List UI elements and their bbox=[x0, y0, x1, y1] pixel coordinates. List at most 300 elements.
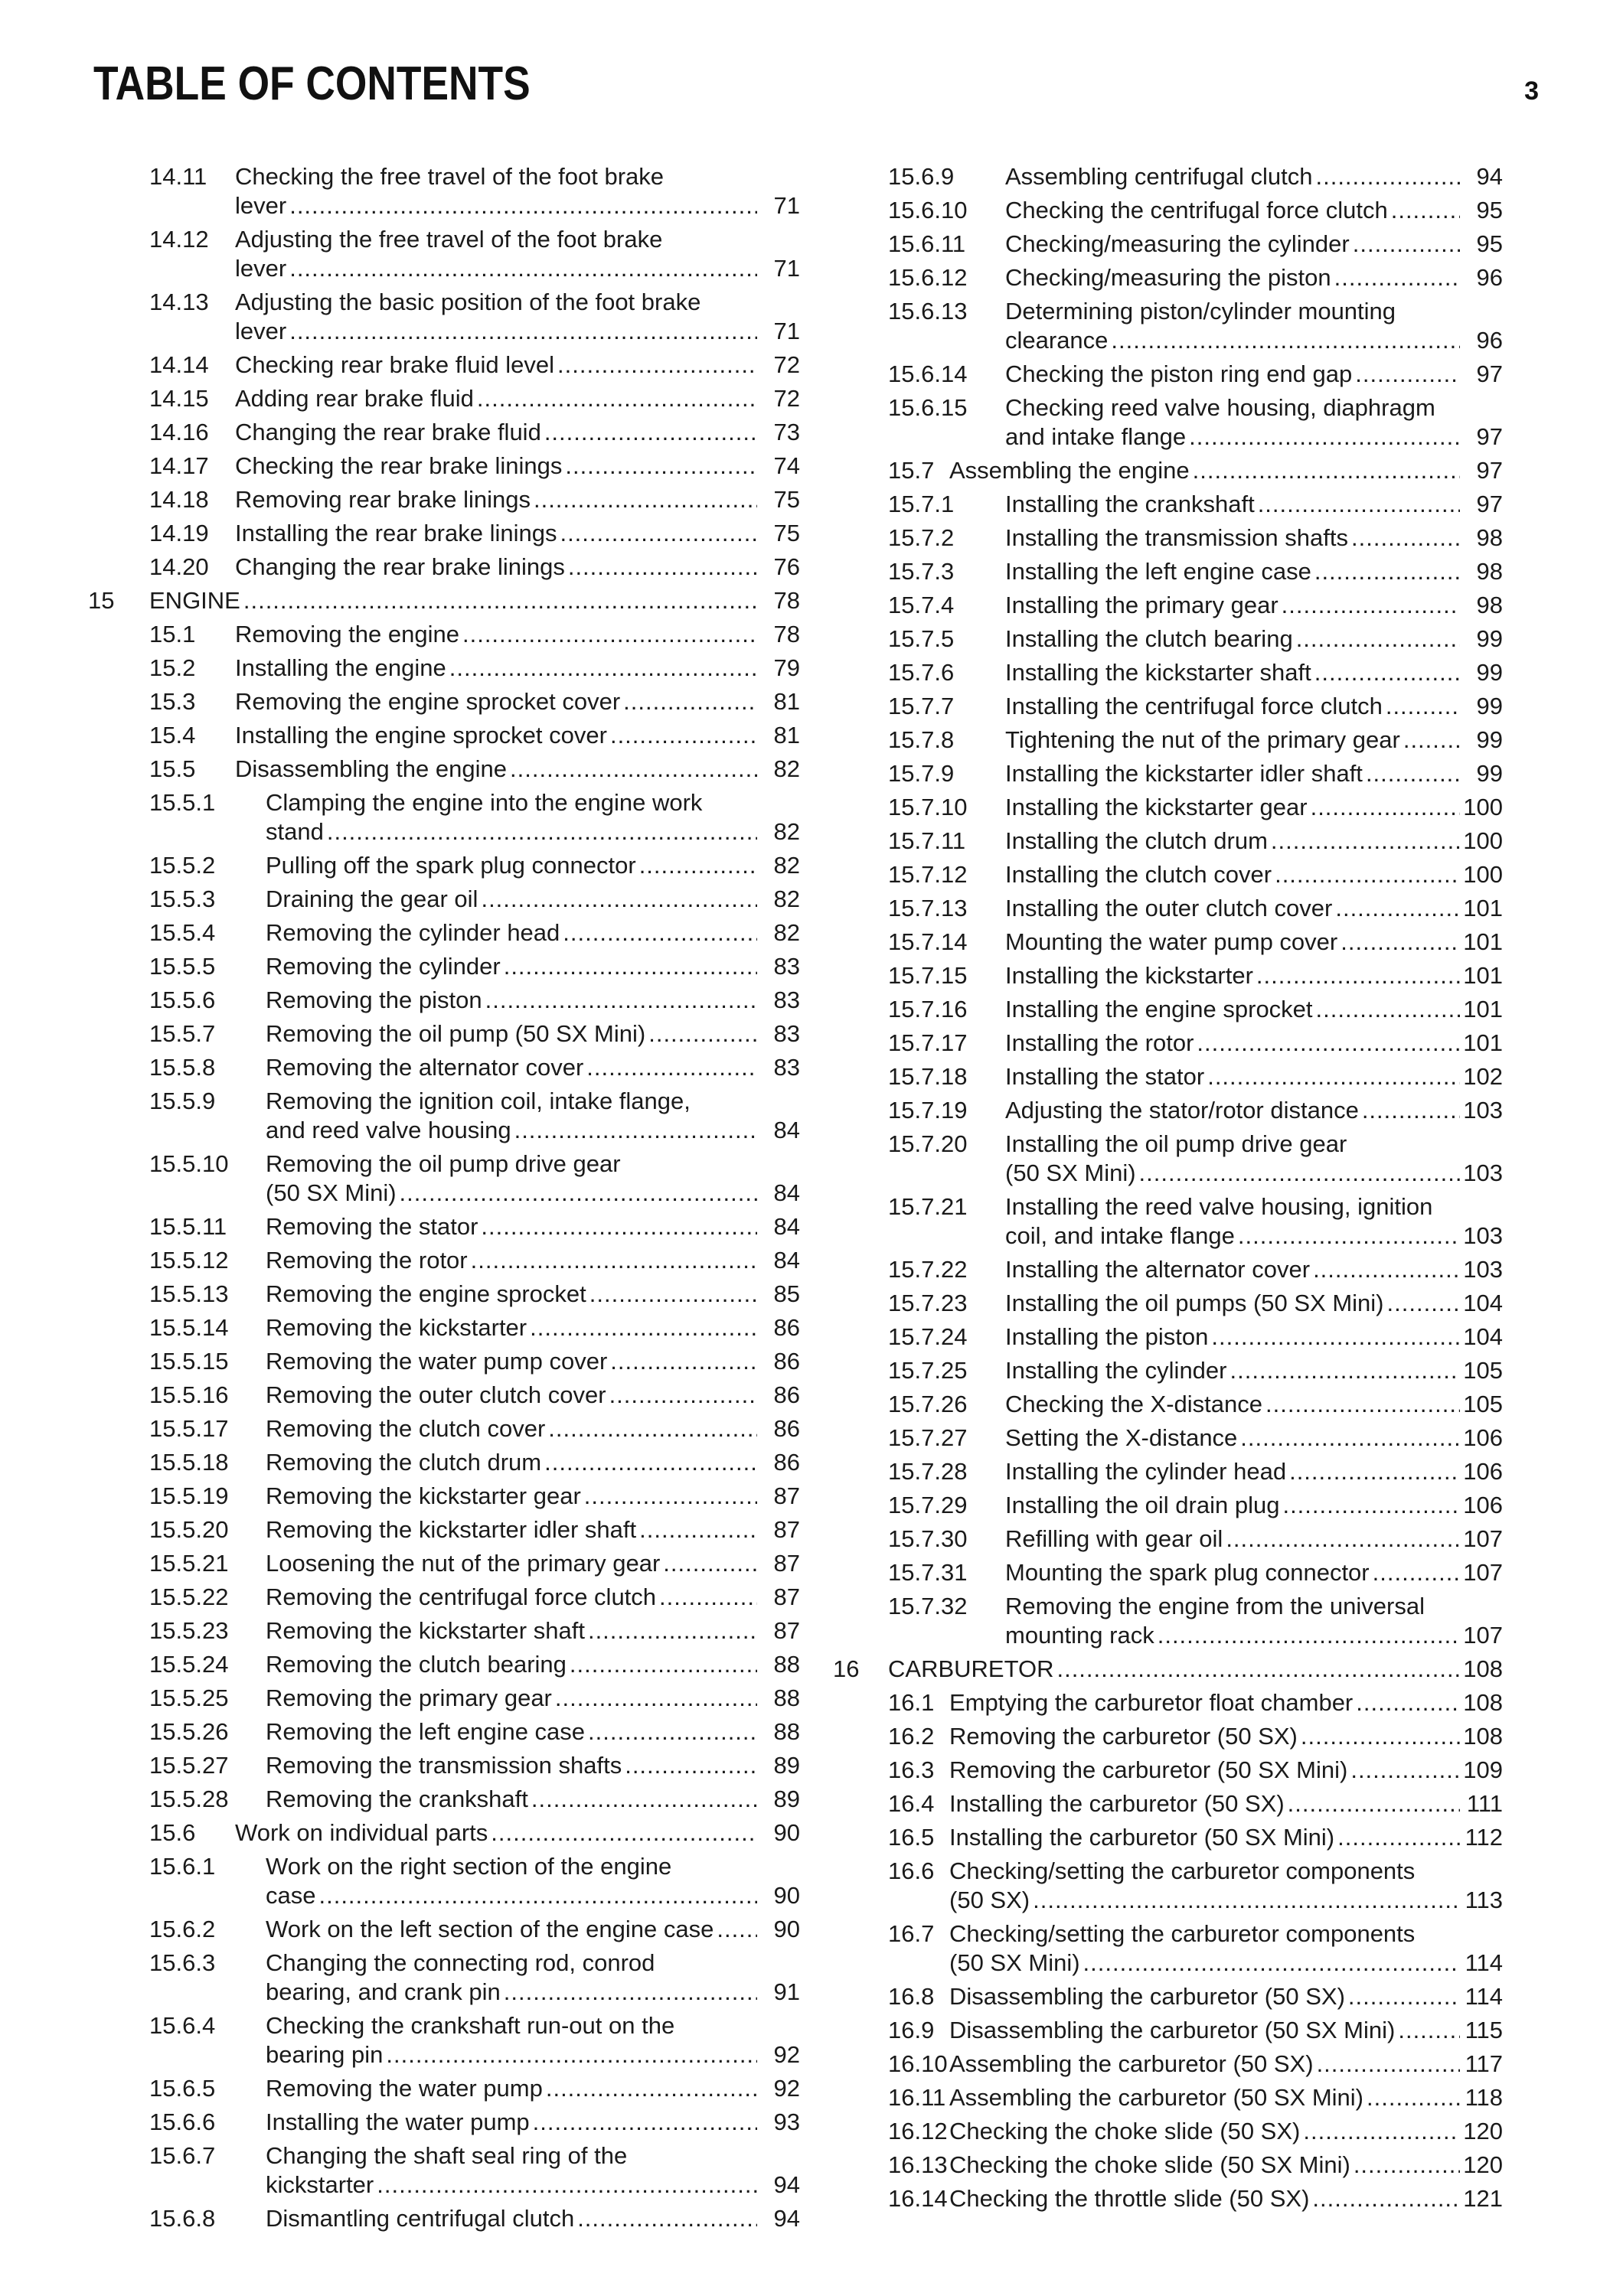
toc-entry-page: 94 bbox=[1476, 163, 1503, 190]
toc-entry[interactable] bbox=[833, 1130, 1503, 1188]
dot-leader bbox=[501, 1978, 757, 2007]
toc-entry-title: Installing the piston bbox=[1005, 1323, 1209, 1350]
toc-entry-title: Changing the rear brake linings bbox=[235, 553, 565, 580]
toc-entry[interactable] bbox=[833, 1424, 1503, 1453]
toc-entry-page: 102 bbox=[1463, 1063, 1503, 1090]
toc-entry[interactable] bbox=[833, 1982, 1503, 2011]
toc-entry-number: 15.6.3 bbox=[149, 1949, 216, 1976]
toc-entry-page: 100 bbox=[1463, 794, 1503, 820]
toc-entry[interactable] bbox=[833, 692, 1503, 721]
toc-entry[interactable] bbox=[833, 726, 1503, 755]
toc-entry-title: Installing the rotor bbox=[1005, 1029, 1194, 1056]
toc-entry[interactable] bbox=[88, 384, 800, 413]
toc-entry-title: Installing the kickstarter gear bbox=[1005, 794, 1308, 820]
toc-entry[interactable] bbox=[833, 1322, 1503, 1352]
toc-entry-page: 99 bbox=[1476, 693, 1503, 719]
toc-entry[interactable] bbox=[833, 995, 1503, 1024]
toc-entry-title: Changing the connecting rod, conrod bbox=[266, 1949, 655, 1976]
toc-entry-title: Removing the ignition coil, intake flange, bbox=[266, 1088, 691, 1114]
toc-entry[interactable] bbox=[88, 288, 800, 346]
toc-entry-page: 98 bbox=[1476, 524, 1503, 551]
dot-leader bbox=[530, 2108, 757, 2137]
toc-entry-page: 95 bbox=[1476, 230, 1503, 257]
toc-entry[interactable] bbox=[88, 1482, 800, 1511]
toc-entry[interactable] bbox=[88, 620, 800, 649]
toc-entry[interactable] bbox=[833, 230, 1503, 259]
toc-entry[interactable] bbox=[833, 1823, 1503, 1852]
toc-entry-number: 16.5 bbox=[888, 1824, 935, 1851]
toc-entry[interactable] bbox=[833, 1857, 1503, 1915]
toc-entry[interactable] bbox=[833, 1096, 1503, 1125]
toc-entry[interactable] bbox=[833, 1457, 1503, 1486]
toc-entry-title: Assembling centrifugal clutch bbox=[1005, 163, 1313, 190]
toc-entry-page: 86 bbox=[773, 1381, 800, 1408]
toc-entry-number: 15.7.11 bbox=[888, 827, 966, 854]
toc-entry[interactable] bbox=[833, 1655, 1503, 1684]
toc-entry[interactable] bbox=[833, 759, 1503, 788]
dot-leader bbox=[552, 1684, 757, 1713]
toc-entry-number: 15.5.26 bbox=[149, 1718, 229, 1745]
toc-entry[interactable] bbox=[833, 2117, 1503, 2146]
toc-entry[interactable] bbox=[88, 1414, 800, 1443]
toc-entry[interactable] bbox=[88, 1785, 800, 1814]
toc-entry-title: Removing the engine sprocket cover bbox=[235, 688, 621, 715]
toc-entry-page: 120 bbox=[1463, 2118, 1503, 2144]
toc-entry-number: 15.5.15 bbox=[149, 1348, 229, 1375]
toc-entry-number: 15.7.5 bbox=[888, 625, 955, 652]
toc-entry-number: 15.6.1 bbox=[149, 1853, 216, 1880]
toc-entry-page: 117 bbox=[1465, 2050, 1503, 2077]
toc-entry[interactable] bbox=[88, 1313, 800, 1342]
dot-leader bbox=[1370, 1558, 1460, 1587]
toc-entry[interactable] bbox=[833, 591, 1503, 620]
toc-entry[interactable] bbox=[833, 827, 1503, 856]
toc-entry-number: 15.7.1 bbox=[888, 491, 955, 517]
dot-leader bbox=[583, 1053, 757, 1082]
toc-entry-number: 15.5.28 bbox=[149, 1786, 229, 1812]
toc-entry-title: (50 SX Mini) bbox=[266, 1179, 397, 1206]
toc-entry[interactable] bbox=[88, 418, 800, 447]
toc-entry-page: 82 bbox=[773, 755, 800, 782]
toc-entry-number: 16.4 bbox=[888, 1790, 935, 1817]
toc-entry-title: Removing the water pump bbox=[266, 2075, 543, 2102]
toc-entry[interactable] bbox=[88, 225, 800, 283]
toc-entry-page: 98 bbox=[1476, 592, 1503, 618]
toc-entry-number: 15.7.15 bbox=[888, 962, 968, 989]
toc-entry-page: 99 bbox=[1476, 659, 1503, 686]
toc-entry[interactable] bbox=[833, 557, 1503, 586]
toc-entry-number: 15.5.8 bbox=[149, 1054, 216, 1081]
dot-leader bbox=[397, 1179, 757, 1208]
toc-entry[interactable] bbox=[88, 1448, 800, 1477]
toc-entry-title: Setting the X-distance bbox=[1005, 1424, 1238, 1451]
toc-entry-number: 15.5.27 bbox=[149, 1752, 229, 1779]
toc-entry[interactable] bbox=[88, 485, 800, 514]
toc-entry-number: 15.7.19 bbox=[888, 1097, 968, 1124]
toc-entry-page: 82 bbox=[773, 818, 800, 845]
toc-entry[interactable] bbox=[833, 1919, 1503, 1978]
toc-entry-page: 115 bbox=[1465, 2017, 1503, 2043]
toc-entry[interactable] bbox=[833, 456, 1503, 485]
toc-entry-number: 15.3 bbox=[149, 688, 196, 715]
toc-entry[interactable] bbox=[88, 1650, 800, 1679]
toc-entry[interactable] bbox=[88, 2011, 800, 2069]
toc-entry-number: 14.17 bbox=[149, 452, 209, 479]
dot-leader bbox=[1227, 1356, 1461, 1385]
toc-entry-title: Removing the kickstarter bbox=[266, 1314, 527, 1341]
dot-leader bbox=[1308, 793, 1460, 822]
toc-entry[interactable] bbox=[88, 1347, 800, 1376]
toc-entry-title: Removing the engine from the universal bbox=[1005, 1593, 1425, 1619]
toc-entry-title: Removing the oil pump (50 SX Mini) bbox=[266, 1020, 646, 1047]
toc-entry-title: Removing the alternator cover bbox=[266, 1054, 584, 1081]
toc-entry-page: 87 bbox=[773, 1583, 800, 1610]
toc-entry-number: 15.2 bbox=[149, 654, 196, 681]
toc-entry-number: 15.1 bbox=[149, 621, 196, 647]
toc-entry[interactable] bbox=[833, 928, 1503, 957]
dot-leader bbox=[585, 1616, 757, 1645]
toc-entry-title: Removing the carburetor (50 SX Mini) bbox=[949, 1756, 1348, 1783]
toc-entry-number: 15.6 bbox=[149, 1819, 196, 1846]
toc-entry[interactable] bbox=[833, 2151, 1503, 2180]
toc-entry-title: Removing the carburetor (50 SX) bbox=[949, 1723, 1298, 1750]
toc-entry-title: case bbox=[266, 1882, 316, 1909]
toc-entry-number: 15.6.14 bbox=[888, 360, 968, 387]
toc-entry[interactable] bbox=[833, 162, 1503, 191]
toc-entry-title: Removing the left engine case bbox=[266, 1718, 586, 1745]
toc-entry-number: 16.8 bbox=[888, 1983, 935, 2010]
toc-entry[interactable] bbox=[88, 2074, 800, 2103]
toc-entry-number: 15.7.27 bbox=[888, 1424, 968, 1451]
toc-entry[interactable] bbox=[833, 1525, 1503, 1554]
toc-entry[interactable] bbox=[88, 851, 800, 880]
toc-entry-number: 15.5.14 bbox=[149, 1314, 229, 1341]
toc-entry-page: 99 bbox=[1476, 625, 1503, 652]
toc-entry-title: lever bbox=[235, 192, 287, 219]
dot-leader bbox=[1190, 456, 1460, 485]
toc-entry-number: 15.7.12 bbox=[888, 861, 968, 888]
toc-entry-page: 100 bbox=[1463, 861, 1503, 888]
toc-entry-page: 103 bbox=[1463, 1159, 1503, 1186]
toc-entry[interactable] bbox=[833, 658, 1503, 687]
toc-entry-number: 15.7.17 bbox=[888, 1029, 968, 1056]
dot-leader bbox=[446, 654, 757, 683]
toc-entry-title: Installing the left engine case bbox=[1005, 558, 1311, 585]
dot-leader bbox=[1194, 1029, 1460, 1058]
toc-entry-page: 93 bbox=[773, 2108, 800, 2135]
toc-entry-title: Checking the X-distance bbox=[1005, 1391, 1263, 1417]
toc-entry[interactable] bbox=[88, 918, 800, 947]
toc-entry-page: 71 bbox=[773, 192, 800, 219]
toc-entry[interactable] bbox=[88, 1087, 800, 1145]
toc-entry-number: 15.5.16 bbox=[149, 1381, 229, 1408]
toc-entry-title: Installing the kickstarter shaft bbox=[1005, 659, 1311, 686]
toc-entry-page: 114 bbox=[1465, 1949, 1503, 1976]
toc-entry-title: Installing the cylinder bbox=[1005, 1357, 1227, 1384]
toc-entry[interactable] bbox=[88, 885, 800, 914]
toc-entry-page: 88 bbox=[773, 1651, 800, 1678]
toc-entry[interactable] bbox=[833, 1688, 1503, 1717]
toc-entry[interactable] bbox=[88, 351, 800, 380]
toc-entry-page: 87 bbox=[773, 1617, 800, 1644]
toc-entry[interactable] bbox=[833, 1491, 1503, 1520]
dot-leader bbox=[656, 1583, 757, 1612]
toc-entry[interactable] bbox=[833, 196, 1503, 225]
toc-entry[interactable] bbox=[88, 519, 800, 548]
toc-entry-page: 120 bbox=[1463, 2151, 1503, 2178]
toc-entry[interactable] bbox=[88, 1053, 800, 1082]
toc-entry-title: Adjusting the basic position of the foot brake bbox=[235, 289, 701, 315]
dot-leader bbox=[286, 254, 757, 283]
toc-entry[interactable] bbox=[833, 1789, 1503, 1818]
toc-entry-number: 14.18 bbox=[149, 486, 209, 513]
toc-entry[interactable] bbox=[833, 1756, 1503, 1785]
dot-leader bbox=[1279, 1491, 1460, 1520]
dot-leader bbox=[507, 755, 757, 784]
toc-entry[interactable] bbox=[88, 1212, 800, 1241]
toc-entry[interactable] bbox=[88, 2204, 800, 2233]
toc-entry[interactable] bbox=[833, 393, 1503, 452]
toc-entry-page: 114 bbox=[1465, 1983, 1503, 2010]
toc-entry-title: Refilling with gear oil bbox=[1005, 1525, 1223, 1552]
toc-entry[interactable] bbox=[88, 1949, 800, 2007]
toc-entry-number: 15 bbox=[88, 587, 115, 614]
toc-entry[interactable] bbox=[833, 1592, 1503, 1650]
toc-entry[interactable] bbox=[833, 625, 1503, 654]
toc-entry-title: Removing the clutch drum bbox=[266, 1449, 542, 1476]
toc-entry-page: 84 bbox=[773, 1213, 800, 1240]
toc-entry[interactable] bbox=[88, 1818, 800, 1848]
toc-entry-title: Installing the cylinder head bbox=[1005, 1458, 1287, 1485]
toc-entry-page: 107 bbox=[1463, 1559, 1503, 1586]
dot-leader bbox=[1186, 422, 1460, 452]
toc-entry[interactable] bbox=[833, 894, 1503, 923]
toc-entry-title: Checking the piston ring end gap bbox=[1005, 360, 1353, 387]
toc-entry-page: 71 bbox=[773, 318, 800, 344]
toc-entry-page: 72 bbox=[773, 351, 800, 378]
toc-entry[interactable] bbox=[833, 1029, 1503, 1058]
toc-entry[interactable] bbox=[833, 1255, 1503, 1284]
toc-entry[interactable] bbox=[88, 1717, 800, 1746]
toc-entry-page: 86 bbox=[773, 1348, 800, 1375]
toc-entry-title: bearing pin bbox=[266, 2041, 384, 2068]
toc-entry[interactable] bbox=[88, 952, 800, 981]
toc-entry[interactable] bbox=[88, 1583, 800, 1612]
toc-entry-page: 104 bbox=[1463, 1290, 1503, 1316]
toc-entry-number: 15.6.9 bbox=[888, 163, 955, 190]
dot-leader bbox=[531, 485, 757, 514]
toc-entry-title: Removing the transmission shafts bbox=[266, 1752, 622, 1779]
toc-entry-title: Mounting the spark plug connector bbox=[1005, 1559, 1370, 1586]
toc-entry[interactable] bbox=[88, 755, 800, 784]
toc-entry[interactable] bbox=[833, 2083, 1503, 2112]
toc-entry-number: 15.5.25 bbox=[149, 1684, 229, 1711]
toc-entry-title: lever bbox=[235, 255, 287, 282]
toc-entry[interactable] bbox=[88, 788, 800, 846]
dot-leader bbox=[1345, 1982, 1460, 2011]
toc-entry[interactable] bbox=[88, 1280, 800, 1309]
toc-entry-number: 15.6.2 bbox=[149, 1916, 216, 1942]
toc-entry-page: 97 bbox=[1476, 360, 1503, 387]
toc-entry[interactable] bbox=[833, 1356, 1503, 1385]
toc-entry-title: coil, and intake flange bbox=[1005, 1222, 1235, 1249]
toc-entry[interactable] bbox=[833, 1722, 1503, 1751]
toc-entry-page: 103 bbox=[1463, 1256, 1503, 1283]
toc-entry-title: Removing the engine bbox=[235, 621, 459, 647]
toc-entry-title: Removing the kickstarter gear bbox=[266, 1482, 581, 1509]
dot-leader bbox=[527, 1313, 757, 1342]
dot-leader bbox=[1334, 1823, 1460, 1852]
toc-entry[interactable] bbox=[88, 1246, 800, 1275]
toc-entry-title: Checking the crankshaft run-out on the bbox=[266, 2012, 675, 2039]
dot-leader bbox=[1300, 2117, 1460, 2146]
toc-entry-title: Installing the primary gear bbox=[1005, 592, 1278, 618]
toc-entry-page: 105 bbox=[1463, 1357, 1503, 1384]
toc-entry[interactable] bbox=[88, 1915, 800, 1944]
toc-entry-title: Dismantling centrifugal clutch bbox=[266, 2205, 575, 2232]
dot-leader bbox=[1237, 1424, 1460, 1453]
toc-entry[interactable] bbox=[88, 1019, 800, 1049]
toc-entry-title: stand bbox=[266, 818, 324, 845]
toc-entry[interactable] bbox=[833, 793, 1503, 822]
toc-entry[interactable] bbox=[88, 2108, 800, 2137]
toc-entry[interactable] bbox=[88, 162, 800, 220]
toc-entry-title: Work on the left section of the engine case bbox=[266, 1916, 714, 1942]
toc-entry[interactable] bbox=[833, 1558, 1503, 1587]
dot-leader bbox=[468, 1246, 757, 1275]
toc-entry[interactable] bbox=[833, 360, 1503, 389]
toc-entry-page: 94 bbox=[773, 2171, 800, 2198]
toc-entry-number: 15.7.30 bbox=[888, 1525, 968, 1552]
toc-entry-title: Checking the rear brake linings bbox=[235, 452, 563, 479]
dot-leader bbox=[1311, 557, 1460, 586]
toc-entry[interactable] bbox=[833, 1192, 1503, 1251]
toc-entry[interactable] bbox=[833, 490, 1503, 519]
toc-entry-page: 85 bbox=[773, 1280, 800, 1307]
dot-leader bbox=[1350, 230, 1460, 259]
toc-entry-page: 105 bbox=[1463, 1391, 1503, 1417]
toc-entry-title: Installing the centrifugal force clutch bbox=[1005, 693, 1383, 719]
toc-entry-title: Installing the kickstarter bbox=[1005, 962, 1253, 989]
toc-entry-page: 100 bbox=[1463, 827, 1503, 854]
toc-entry-number: 15.7.18 bbox=[888, 1063, 968, 1090]
toc-entry-title: Checking the centrifugal force clutch bbox=[1005, 197, 1388, 223]
toc-entry[interactable] bbox=[88, 1684, 800, 1713]
toc-entry[interactable] bbox=[833, 961, 1503, 990]
toc-entry-number: 16 bbox=[833, 1655, 860, 1682]
toc-entry-title: Checking the choke slide (50 SX Mini) bbox=[949, 2151, 1350, 2178]
toc-entry-page: 89 bbox=[773, 1786, 800, 1812]
dot-leader bbox=[636, 851, 757, 880]
dot-leader bbox=[1154, 1621, 1460, 1650]
dot-leader bbox=[554, 351, 757, 380]
toc-entry[interactable] bbox=[88, 1751, 800, 1780]
toc-entry-number: 16.6 bbox=[888, 1857, 935, 1884]
toc-entry[interactable] bbox=[833, 2050, 1503, 2079]
toc-entry-title: kickstarter bbox=[266, 2171, 374, 2198]
toc-entry[interactable] bbox=[88, 1549, 800, 1578]
toc-entry-number: 15.7.23 bbox=[888, 1290, 968, 1316]
toc-entry-title: Installing the engine sprocket bbox=[1005, 996, 1313, 1022]
toc-entry-title: lever bbox=[235, 318, 287, 344]
toc-entry[interactable] bbox=[88, 452, 800, 481]
dot-leader bbox=[511, 1116, 757, 1145]
dot-leader bbox=[1268, 827, 1460, 856]
dot-leader bbox=[1400, 726, 1460, 755]
toc-entry[interactable] bbox=[833, 297, 1503, 355]
toc-entry-page: 103 bbox=[1463, 1222, 1503, 1249]
toc-entry[interactable] bbox=[88, 1852, 800, 1910]
toc-entry[interactable] bbox=[88, 1515, 800, 1544]
toc-entry[interactable] bbox=[88, 1381, 800, 1410]
toc-entry[interactable] bbox=[88, 1150, 800, 1208]
toc-entry[interactable] bbox=[88, 586, 800, 615]
toc-entry-number: 16.12 bbox=[888, 2118, 948, 2144]
toc-entry[interactable] bbox=[88, 687, 800, 716]
toc-entry-title: Removing the outer clutch cover bbox=[266, 1381, 606, 1408]
toc-entry-number: 16.1 bbox=[888, 1689, 935, 1716]
dot-leader bbox=[1309, 2184, 1460, 2213]
dot-leader bbox=[1312, 162, 1460, 191]
dot-leader bbox=[714, 1915, 757, 1944]
toc-entry[interactable] bbox=[833, 2016, 1503, 2045]
toc-entry[interactable] bbox=[88, 986, 800, 1015]
toc-entry[interactable] bbox=[88, 2141, 800, 2200]
toc-entry[interactable] bbox=[88, 1616, 800, 1645]
toc-entry[interactable] bbox=[833, 2184, 1503, 2213]
toc-entry[interactable] bbox=[833, 263, 1503, 292]
toc-entry[interactable] bbox=[833, 1390, 1503, 1419]
dot-leader bbox=[1286, 1457, 1460, 1486]
toc-entry[interactable] bbox=[88, 553, 800, 582]
toc-entry-title: Removing the piston bbox=[266, 987, 482, 1013]
dot-leader bbox=[586, 1280, 757, 1309]
toc-entry-title: Disassembling the engine bbox=[235, 755, 507, 782]
toc-entry-page: 107 bbox=[1463, 1622, 1503, 1649]
toc-entry[interactable] bbox=[88, 654, 800, 683]
dot-leader bbox=[567, 1650, 757, 1679]
toc-right-column bbox=[833, 162, 1503, 2218]
toc-entry-title: Adjusting the stator/rotor distance bbox=[1005, 1097, 1359, 1124]
toc-entry-title: Installing the outer clutch cover bbox=[1005, 895, 1333, 921]
dot-leader bbox=[585, 1717, 757, 1746]
toc-entry-page: 109 bbox=[1463, 1756, 1503, 1783]
toc-entry-title: Work on individual parts bbox=[235, 1819, 488, 1846]
toc-entry-title: Disassembling the carburetor (50 SX Mini) bbox=[949, 2017, 1396, 2043]
toc-entry[interactable] bbox=[833, 523, 1503, 553]
toc-entry-number: 15.5.23 bbox=[149, 1617, 229, 1644]
toc-entry-page: 78 bbox=[773, 621, 800, 647]
toc-entry-page: 99 bbox=[1476, 760, 1503, 787]
dot-leader bbox=[1298, 1722, 1460, 1751]
toc-entry-page: 98 bbox=[1476, 558, 1503, 585]
toc-entry[interactable] bbox=[833, 860, 1503, 889]
toc-entry-page: 101 bbox=[1463, 928, 1503, 955]
dot-leader bbox=[620, 687, 757, 716]
toc-entry-number: 15.5.7 bbox=[149, 1020, 216, 1047]
toc-entry-number: 14.20 bbox=[149, 553, 209, 580]
toc-entry[interactable] bbox=[833, 1062, 1503, 1091]
dot-leader bbox=[324, 817, 757, 846]
toc-entry-page: 86 bbox=[773, 1449, 800, 1476]
dot-leader bbox=[488, 1818, 757, 1848]
toc-entry[interactable] bbox=[88, 721, 800, 750]
toc-entry-title: Clamping the engine into the engine work bbox=[266, 789, 703, 816]
dot-leader bbox=[1363, 759, 1460, 788]
toc-entry-number: 15.7.6 bbox=[888, 659, 955, 686]
toc-entry[interactable] bbox=[833, 1289, 1503, 1318]
toc-entry-title: Installing the carburetor (50 SX Mini) bbox=[949, 1824, 1335, 1851]
